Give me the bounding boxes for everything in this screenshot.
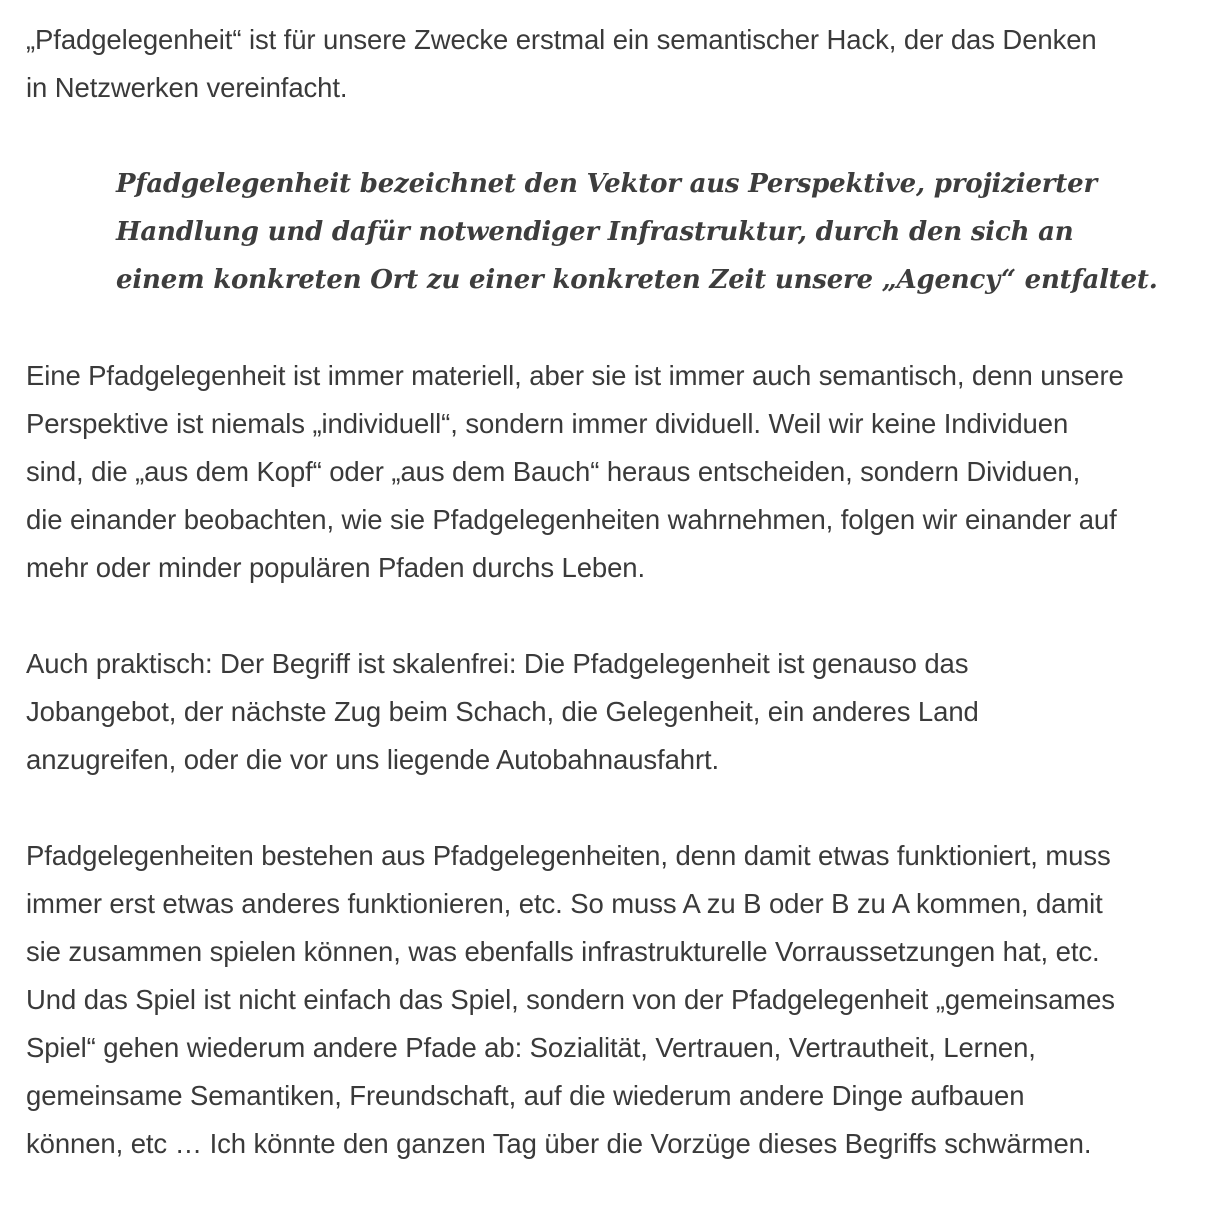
paragraph-material-semantic	[26, 352, 1196, 592]
quote-line: Handlung und dafür notwendiger Infrastruktur, durch den sich an	[116, 217, 1074, 247]
text-line: gemeinsame Semantiken, Freundschaft, auf die wiederum andere Dinge aufbauen	[26, 1080, 1025, 1111]
text-line: immer erst etwas anderes funktionieren, etc. So muss A zu B oder B zu A kommen, damit	[26, 888, 1103, 919]
text-line: Eine Pfadgelegenheit ist immer materiell, aber sie ist immer auch semantisch, denn unsere	[26, 360, 1124, 391]
text-line: sie zusammen spielen können, was ebenfalls infrastrukturelle Vorraussetzungen hat, etc.	[26, 936, 1100, 967]
article-body	[26, 16, 1196, 1216]
text-line: Auch praktisch: Der Begriff ist skalenfrei: Die Pfadgelegenheit ist genauso das	[26, 648, 969, 679]
text-line: anzugreifen, oder die vor uns liegende Autobahnausfahrt.	[26, 744, 720, 775]
text-line: die einander beobachten, wie sie Pfadgelegenheiten wahrnehmen, folgen wir einander auf	[26, 504, 1117, 535]
text-line: Jobangebot, der nächste Zug beim Schach, die Gelegenheit, ein anderes Land	[26, 696, 979, 727]
text-line: Und das Spiel ist nicht einfach das Spiel, sondern von der Pfadgelegenheit „gemeinsames	[26, 984, 1115, 1015]
text-line: sind, die „aus dem Kopf“ oder „aus dem Bauch“ heraus entscheiden, sondern Dividuen,	[26, 456, 1081, 487]
quote-line: Pfadgelegenheit bezeichnet den Vektor aus Perspektive, projizierter	[116, 169, 1097, 199]
paragraph-scale-free	[26, 640, 1196, 784]
text-line: können, etc … Ich könnte den ganzen Tag über die Vorzüge dieses Begriffs schwärmen.	[26, 1128, 1092, 1159]
text-line: mehr oder minder populären Pfaden durchs Leben.	[26, 552, 646, 583]
quote-line: einem konkreten Ort zu einer konkreten Zeit unsere „Agency“ entfaltet.	[116, 265, 1158, 295]
text-line: Spiel“ gehen wiederum andere Pfade ab: Sozialität, Vertrauen, Vertrautheit, Lernen,	[26, 1032, 1036, 1063]
text-line: „Pfadgelegenheit“ ist für unsere Zwecke erstmal ein semantischer Hack, der das Denken	[26, 24, 1097, 55]
definition-blockquote	[116, 160, 1196, 304]
text-line: Perspektive ist niemals „individuell“, sondern immer dividuell. Weil wir keine Individuen	[26, 408, 1069, 439]
text-line: Pfadgelegenheiten bestehen aus Pfadgelegenheiten, denn damit etwas funktioniert, muss	[26, 840, 1111, 871]
text-line: in Netzwerken vereinfacht.	[26, 72, 348, 103]
paragraph-nested-paths	[26, 832, 1196, 1168]
paragraph-intro	[26, 16, 1196, 112]
